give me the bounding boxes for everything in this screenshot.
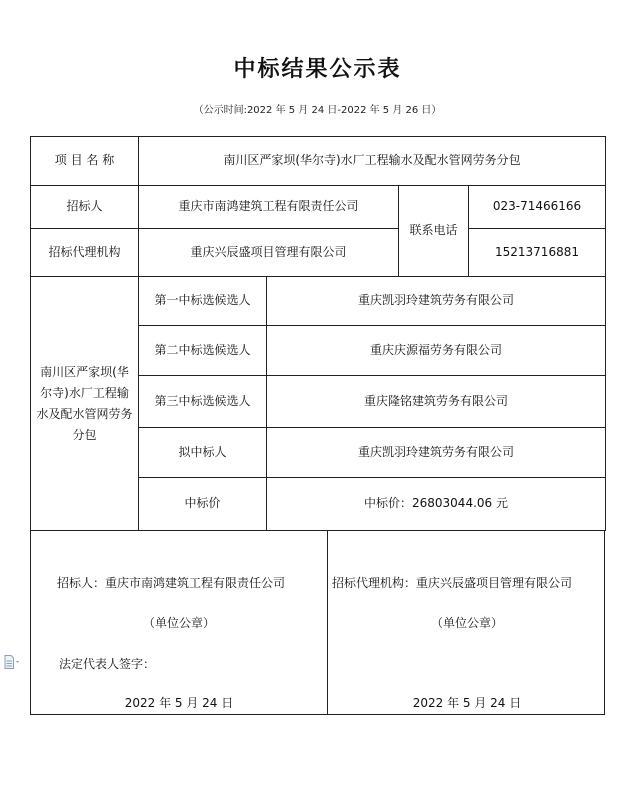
candidate-3-label: 第三中标选候选人 (139, 376, 267, 428)
signature-section (30, 530, 605, 715)
tenderer-sign-org: 招标人：重庆市南鸿建筑工程有限责任公司 (57, 576, 286, 590)
row-project (31, 137, 606, 186)
tenderer-seal-note: （单位公章） (142, 616, 215, 630)
winner-value: 重庆凯羽玲建筑劳务有限公司 (267, 428, 606, 478)
tenderer-value: 重庆市南鸿建筑工程有限责任公司 (139, 186, 399, 229)
row-tenderer (31, 186, 606, 229)
price-label: 中标价 (139, 478, 267, 531)
agency-sign-org: 招标代理机构：重庆兴辰盛项目管理有限公司 (332, 576, 573, 590)
tenderer-phone: 023-71466166 (469, 186, 606, 229)
result-table (30, 136, 606, 531)
agency-phone: 15213716881 (469, 229, 606, 277)
publicity-period: （公示时间:2022 年 5 月 24 日-2022 年 5 月 26 日） (193, 105, 442, 116)
candidate-2-value: 重庆庆源福劳务有限公司 (267, 326, 606, 376)
agency-sign-date: 2022 年 5 月 24 日 (412, 696, 522, 710)
document-title: 中标结果公示表 (233, 56, 402, 82)
row-candidate-1 (31, 277, 606, 326)
tenderer-label: 招标人 (31, 186, 139, 229)
candidate-1-label: 第一中标选候选人 (139, 277, 267, 326)
agency-seal-note: （单位公章） (430, 616, 503, 630)
row-agency (31, 229, 606, 277)
agency-label: 招标代理机构 (31, 229, 139, 277)
winner-label: 拟中标人 (139, 428, 267, 478)
document-icon[interactable] (4, 654, 20, 668)
agency-value: 重庆兴辰盛项目管理有限公司 (139, 229, 399, 277)
legal-rep-signature: 法定代表人签字： (59, 657, 156, 671)
candidate-1-value: 重庆凯羽玲建筑劳务有限公司 (267, 277, 606, 326)
project-section-cell: 南川区严家坝(华尔寺)水厂工程输水及配水管网劳务分包 (31, 277, 139, 531)
candidate-3-value: 重庆隆铭建筑劳务有限公司 (267, 376, 606, 428)
price-value: 中标价：26803044.06 元 (267, 478, 606, 531)
candidate-2-label: 第二中标选候选人 (139, 326, 267, 376)
project-name-value: 南川区严家坝(华尔寺)水厂工程输水及配水管网劳务分包 (139, 137, 606, 186)
contact-phone-label: 联系电话 (399, 186, 469, 277)
project-name-label: 项 目 名 称 (31, 137, 139, 186)
tenderer-sign-date: 2022 年 5 月 24 日 (124, 696, 234, 710)
